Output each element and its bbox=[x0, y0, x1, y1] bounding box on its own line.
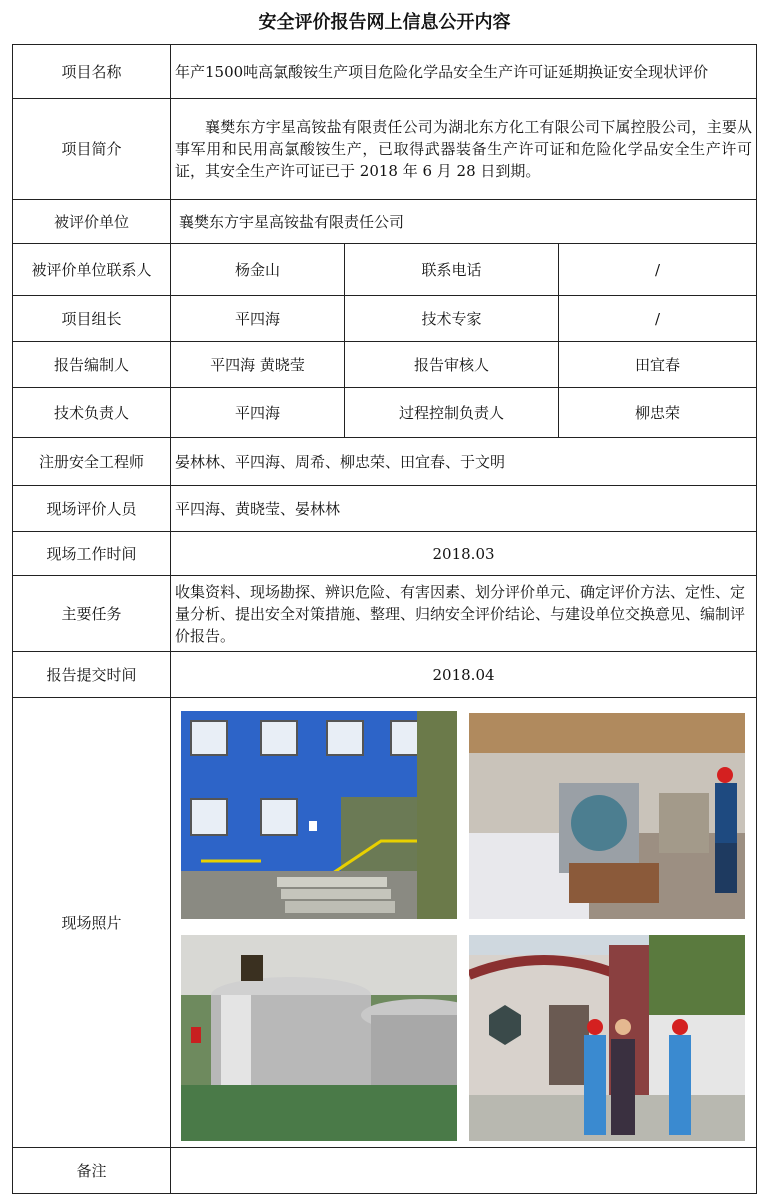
project-intro-label: 项目简介 bbox=[13, 99, 171, 200]
tech-label: 技术负责人 bbox=[13, 388, 171, 438]
photos-label: 现场照片 bbox=[13, 698, 171, 1148]
row-photos bbox=[13, 698, 757, 1148]
engineers-value: 晏林林、平四海、周希、柳忠荣、田宜春、于文明 bbox=[171, 438, 757, 486]
row-remarks bbox=[13, 1148, 757, 1194]
photo-entrance-workers bbox=[469, 935, 745, 1141]
reviewer-label: 报告审核人 bbox=[345, 342, 559, 388]
project-name-value: 年产1500吨高氯酸铵生产项目危险化学品安全生产许可证延期换证安全现状评价 bbox=[171, 45, 757, 99]
row-tasks bbox=[13, 576, 757, 652]
evaluated-unit-label: 被评价单位 bbox=[13, 200, 171, 244]
tasks-value: 收集资料、现场勘探、辨识危险、有害因素、划分评价单元、确定评价方法、定性、定量分析、提出安全对策措施、整理、归纳安全评价结论、与建设单位交换意见、编制评价报告。 bbox=[171, 576, 757, 652]
row-project-name bbox=[13, 45, 757, 99]
expert-label: 技术专家 bbox=[345, 296, 559, 342]
row-tech bbox=[13, 388, 757, 438]
row-leader bbox=[13, 296, 757, 342]
submit-time-value: 2018.04 bbox=[171, 652, 757, 698]
contact-value: 杨金山 bbox=[171, 244, 345, 296]
onsite-staff-value: 平四海、黄晓莹、晏林林 bbox=[171, 486, 757, 532]
photos-cell bbox=[171, 698, 757, 1148]
project-intro-value: 襄樊东方宇星高铵盐有限责任公司为湖北东方化工有限公司下属控股公司，主要从事军用和民用高氯酸铵生产，已取得武器装备生产许可证和危险化学品安全生产许可证，其安全生产许可证已于 2018 年 6 月 28 日到期。 bbox=[171, 99, 757, 200]
remarks-value bbox=[171, 1148, 757, 1194]
phone-label: 联系电话 bbox=[345, 244, 559, 296]
remarks-label: 备注 bbox=[13, 1148, 171, 1194]
row-engineers bbox=[13, 438, 757, 486]
submit-time-label: 报告提交时间 bbox=[13, 652, 171, 698]
phone-value: / bbox=[559, 244, 757, 296]
author-value: 平四海 黄晓莹 bbox=[171, 342, 345, 388]
leader-value: 平四海 bbox=[171, 296, 345, 342]
page-title: 安全评价报告网上信息公开内容 bbox=[258, 12, 511, 33]
row-onsite-staff bbox=[13, 486, 757, 532]
leader-label: 项目组长 bbox=[13, 296, 171, 342]
author-label: 报告编制人 bbox=[13, 342, 171, 388]
evaluated-unit-value: 襄樊东方宇星高铵盐有限责任公司 bbox=[171, 200, 757, 244]
row-submit-time bbox=[13, 652, 757, 698]
expert-value: / bbox=[559, 296, 757, 342]
reviewer-value: 田宜春 bbox=[559, 342, 757, 388]
engineers-label: 注册安全工程师 bbox=[13, 438, 171, 486]
photo-steel-vessels bbox=[181, 935, 457, 1141]
photo-blue-building bbox=[181, 711, 457, 919]
onsite-time-value: 2018.03 bbox=[171, 532, 757, 576]
process-label: 过程控制负责人 bbox=[345, 388, 559, 438]
tech-value: 平四海 bbox=[171, 388, 345, 438]
row-author bbox=[13, 342, 757, 388]
photo-indoor-machine bbox=[469, 713, 745, 919]
onsite-staff-label: 现场评价人员 bbox=[13, 486, 171, 532]
info-table bbox=[12, 44, 757, 1194]
row-evaluated-unit bbox=[13, 200, 757, 244]
row-onsite-time bbox=[13, 532, 757, 576]
row-contact bbox=[13, 244, 757, 296]
process-value: 柳忠荣 bbox=[559, 388, 757, 438]
row-project-intro bbox=[13, 99, 757, 200]
photo-grid bbox=[171, 703, 744, 1143]
project-name-label: 项目名称 bbox=[13, 45, 171, 99]
onsite-time-label: 现场工作时间 bbox=[13, 532, 171, 576]
contact-label: 被评价单位联系人 bbox=[13, 244, 171, 296]
tasks-label: 主要任务 bbox=[13, 576, 171, 652]
